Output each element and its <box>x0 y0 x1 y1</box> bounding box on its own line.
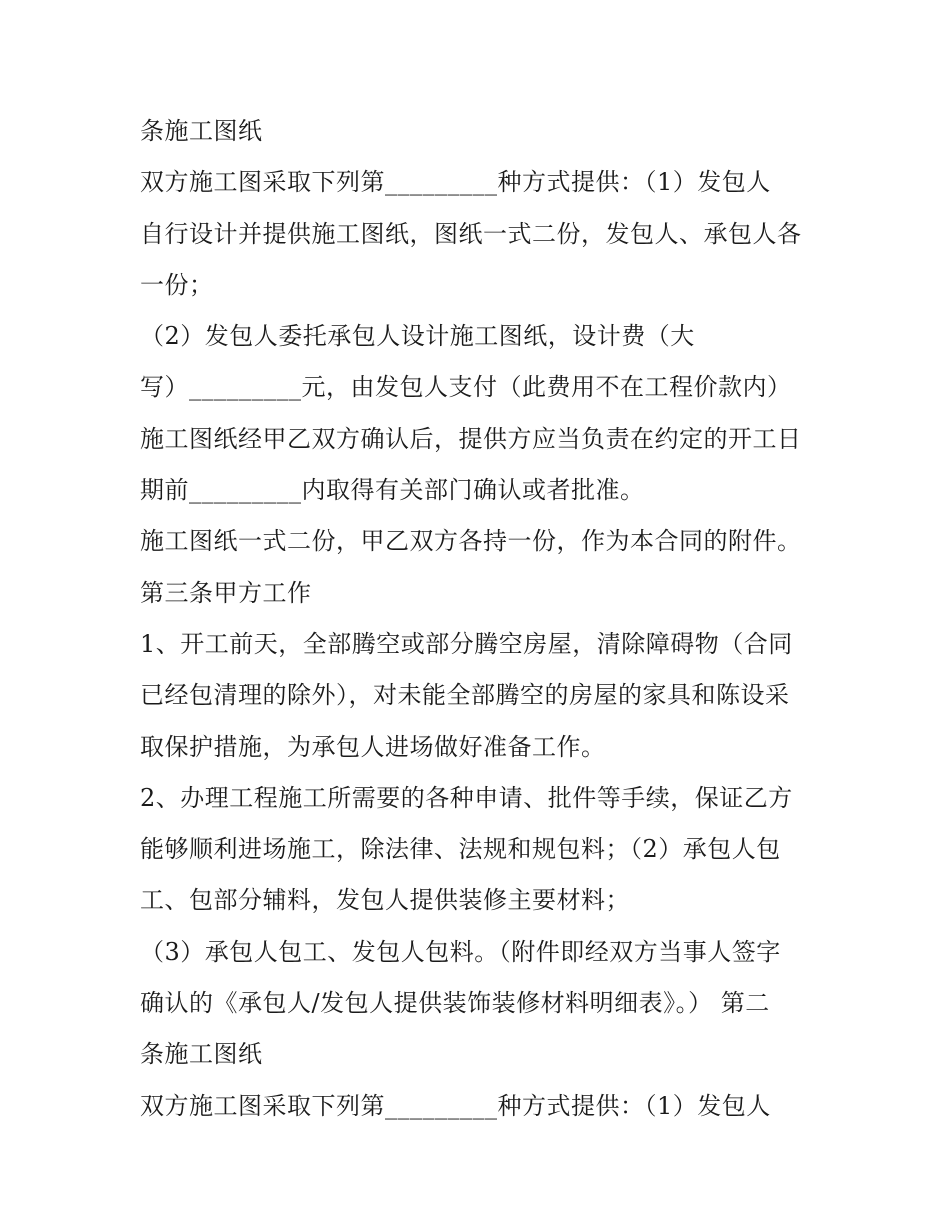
text-line: 2、办理工程施工所需要的各种申请、批件等手续，保证乙方 <box>140 783 793 812</box>
text-line: 取保护措施，为承包人进场做好准备工作。 <box>140 732 606 761</box>
text-line: 写）_________元，由发包人支付（此费用不在工程价款内） <box>140 373 792 402</box>
text-line: 施工图纸经甲乙双方确认后，提供方应当负责在约定的开工日 <box>140 424 802 453</box>
text-line: 确认的《承包人/发包人提供装饰装修材料明细表》。） 第二 <box>140 989 770 1018</box>
text-line: 自行设计并提供施工图纸，图纸一式二份，发包人、承包人各 <box>140 219 802 248</box>
document-body <box>140 106 820 1132</box>
text-line: 工、包部分辅料，发包人提供装修主要材料； <box>140 886 630 915</box>
section-heading: 第三条甲方工作 <box>140 578 312 607</box>
text-line: 已经包清理的除外），对未能全部腾空的房屋的家具和陈设采 <box>140 681 790 710</box>
text-line: 一份； <box>140 270 214 299</box>
text-line: 条施工图纸 <box>140 1040 263 1069</box>
text-line: 能够顺利进场施工，除法律、法规和规包料；（2）承包人包 <box>140 835 781 864</box>
text-line: （2）发包人委托承包人设计施工图纸，设计费（大 <box>140 322 695 351</box>
text-line: 条施工图纸 <box>140 117 263 145</box>
text-line: 1、开工前天，全部腾空或部分腾空房屋，清除障碍物（合同 <box>140 629 793 658</box>
text-line: 双方施工图采取下列第_________种方式提供：（1）发包人 <box>140 168 771 197</box>
text-line: 施工图纸一式二份，甲乙双方各持一份，作为本合同的附件。 <box>140 527 802 556</box>
text-line: 期前_________内取得有关部门确认或者批准。 <box>140 476 645 505</box>
text-line: （3）承包人包工、发包人包料。（附件即经双方当事人签字 <box>140 937 781 966</box>
text-line: 双方施工图采取下列第_________种方式提供：（1）发包人 <box>140 1091 771 1120</box>
